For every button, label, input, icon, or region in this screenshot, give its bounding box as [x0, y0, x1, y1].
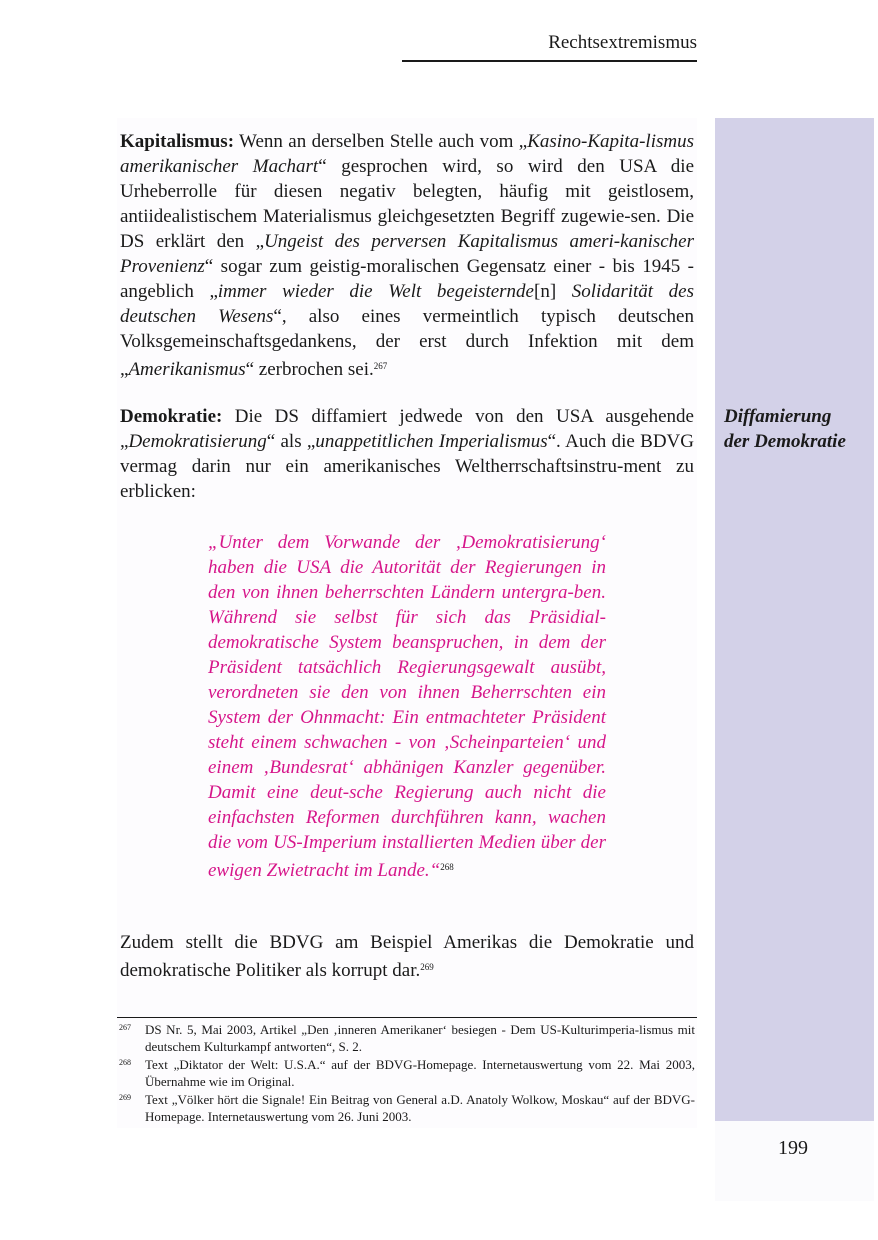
footnote-ref-269[interactable]: 269	[420, 962, 434, 972]
footnote-item	[117, 1091, 695, 1125]
block-quote	[208, 530, 606, 883]
footnote-divider	[117, 1017, 697, 1018]
quote-text: „Unter dem Vorwande der ‚Demokratisierung‘ haben die USA die Autorität der Regierungen in den von ihnen beherrschten Ländern untergra-ben. Während sie selbst für sich das Präsidial-demokratische System beanspruchen, in dem der Präsident tatsächlich Regierungsgewalt ausübt, verordneten sie den von ihnen Beherrschten ein System der Ohnmacht: Ein entmachteter Präsident steht einem schwachen - von ‚Scheinparteien‘ und einem ‚Bundesrat‘ abhänigen Kanzler gegenüber. Damit eine deut-sche Regierung auch nicht die einfachsten Reformen durchführen kann, wachen die vom US-Imperium installierten Medien über der ewigen Zwietracht im Lande.“	[208, 532, 606, 881]
margin-note-line2: der Demokratie	[724, 431, 846, 452]
running-header	[402, 30, 697, 62]
margin-column	[715, 118, 874, 1121]
margin-note-line1: Diffamierung	[724, 406, 832, 427]
paragraph-kapitalismus: Kapitalismus: Wenn an derselben Stelle auch vom „Kasino-Kapita-lismus amerikanischer Machart“ gesprochen wird, so wird den USA die Urheberrolle für diesen negativ belegten, häufig mit geistlosem, antiidealistischem Materialismus gleichgesetzten Begriff zugewie-sen. Die DS erklärt den „Ungeist des perversen Kapitalismus ameri-kanischer Provenienz“ sogar zum geistig-moralischen Gegensatz einer - bis 1945 - angeblich „immer wieder die Welt begeisternde[n] Solidarität des deutschen Wesens“, also eines vermeintlich typisch deutschen Volksgemeinschaftsgedankens, der erst durch Infektion mit dem „Amerikanismus“ zerbrochen sei.$^{267}$	[120, 131, 695, 380]
footnote-item	[117, 1056, 695, 1090]
footnote-text: Text „Völker hört die Signale! Ein Beitrag von General a.D. Anatoly Wolkow, Moskau“ auf der BDVG-Homepage. Internetauswertung vom 26. Juni 2003.	[145, 1092, 695, 1124]
paragraph-demokratie: Demokratie: Die DS diffamiert jedwede von den USA ausgehende „Demokratisierung“ als „unappetitlichen Imperialismus“. Auch die BDVG vermag darin nur ein amerikanisches Weltherrschaftsinstru-ment zu erblicken:	[120, 406, 694, 502]
footnote-item	[117, 1021, 695, 1055]
footnote-text: Text „Diktator der Welt: U.S.A.“ auf der BDVG-Homepage. Internetauswertung vom 22. Mai 2003, Übernahme wie im Original.	[145, 1057, 695, 1089]
page-number: 199	[778, 1137, 808, 1159]
paragraph-zudem: Zudem stellt die BDVG am Beispiel Amerikas die Demokratie und demokratische Politiker als korrupt dar.$^{269}$	[120, 932, 694, 981]
footnote-ref-268[interactable]: 268	[440, 862, 454, 872]
page-number-area	[715, 1121, 874, 1201]
footnote-ref-267[interactable]: 267	[373, 361, 388, 371]
header-title: Rechtsextremismus	[548, 32, 697, 53]
term-kapitalismus: Kapitalismus:	[120, 131, 235, 152]
footnote-number: 267	[119, 1023, 131, 1032]
footnotes	[117, 1021, 695, 1126]
footnote-number: 269	[119, 1093, 131, 1102]
footnote-text: DS Nr. 5, Mai 2003, Artikel „Den ‚inneren Amerikaner‘ besiegen - Dem US-Kulturimperia-lismus mit deutschem Kulturkampf antworten“, S. 2.	[145, 1022, 695, 1054]
footnote-number: 268	[119, 1058, 131, 1067]
term-demokratie: Demokratie:	[120, 406, 223, 427]
margin-note	[724, 404, 869, 454]
